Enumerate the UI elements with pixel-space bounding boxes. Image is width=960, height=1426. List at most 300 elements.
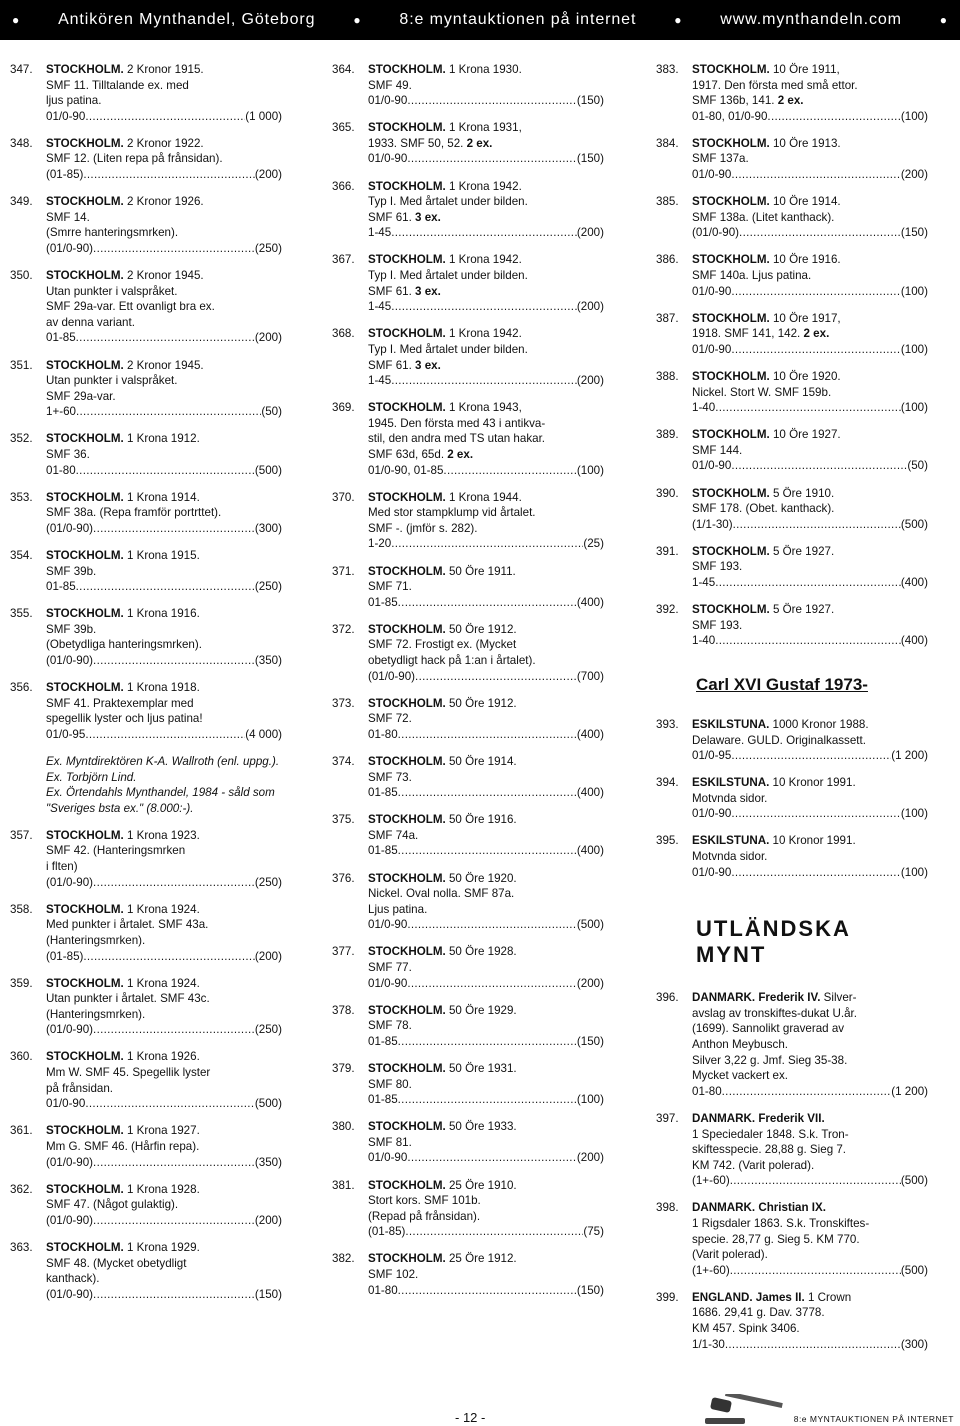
auction-title: 8:e myntauktionen på internet (399, 11, 637, 28)
lot-line (368, 358, 604, 374)
lot-text: 1933. SMF 50, 52. (368, 136, 467, 150)
lot-price-row (46, 1287, 282, 1303)
note-line: Ex. Myntdirektören K-A. Wallroth (enl. uppg.). (46, 754, 280, 768)
lot-heading: STOCKHOLM. (368, 1061, 446, 1075)
bullet-icon: ● (353, 13, 362, 27)
lot-body (46, 62, 282, 124)
lot-text: avslag av tronskiftes-dukat U.år. (692, 1006, 857, 1020)
lot-heading: STOCKHOLM. (46, 1124, 124, 1138)
lot-heading: STOCKHOLM. (46, 490, 124, 504)
lot-estimate: (200) (576, 300, 604, 314)
lot-line (692, 1053, 928, 1069)
lot-estimate: (400) (900, 634, 928, 648)
dot-leader (76, 330, 255, 346)
lot-grade: 01-80 (692, 1084, 722, 1098)
lot-body (368, 326, 604, 388)
lot-line (46, 637, 282, 653)
lot-heading: STOCKHOLM. (46, 681, 124, 695)
lot-number: 374. (332, 754, 355, 768)
lot-text: Motvnda sidor. (692, 850, 768, 864)
lot-grade: 01/0-90 (692, 865, 732, 879)
lot-heading: STOCKHOLM. (368, 1120, 446, 1134)
lot-heading: STOCKHOLM. (692, 195, 770, 209)
dot-leader (398, 843, 577, 859)
lot-number: 399. (656, 1290, 679, 1304)
lot-number: 379. (332, 1061, 355, 1075)
lot-line (368, 1003, 604, 1019)
lot-heading: STOCKHOLM. (692, 370, 770, 383)
lot-item (332, 871, 604, 933)
lot-line (46, 1271, 282, 1287)
lot-estimate: (50) (907, 459, 928, 473)
lot-text: 25 Öre 1910. (445, 1178, 517, 1192)
lot-line (692, 544, 928, 560)
lot-item (332, 1061, 604, 1108)
lot-line (368, 505, 604, 521)
lot-text: 50 Öre 1933. (445, 1120, 517, 1134)
provenance-note (46, 754, 282, 816)
lot-estimate: (200) (576, 226, 604, 240)
lot-number: 371. (332, 564, 355, 578)
lot-price-row (368, 785, 604, 801)
lot-line (368, 1178, 604, 1194)
lot-line (368, 812, 604, 828)
lot-number: 361. (10, 1124, 33, 1138)
lot-heading: ENGLAND. James II. (692, 1290, 805, 1304)
lot-line (692, 136, 928, 152)
lot-item (656, 1111, 928, 1189)
lot-body (368, 622, 604, 684)
lot-heading: STOCKHOLM. (368, 871, 446, 885)
lot-number: 364. (332, 63, 355, 76)
lot-line (46, 136, 282, 152)
lot-price-row (368, 595, 604, 611)
lot-grade: (01-85) (368, 1225, 406, 1239)
lot-body (692, 602, 928, 649)
lot-number: 380. (332, 1120, 355, 1134)
lot-line (692, 93, 928, 109)
lot-line (46, 373, 282, 389)
lot-number: 355. (10, 607, 33, 621)
lot-grade: 1-40 (692, 401, 716, 415)
lot-line (46, 859, 282, 875)
lot-text: (Repad på frånsidan). (368, 1209, 481, 1223)
lot-heading: STOCKHOLM. (368, 564, 446, 578)
lot-line (46, 828, 282, 844)
lot-item (332, 622, 604, 684)
lot-text: 2 Kronor 1915. (123, 63, 204, 76)
lot-body (46, 268, 282, 346)
lot-text: 1 Krona 1927. (123, 1124, 200, 1138)
lot-text: Med stor stampklump vid årtalet. (368, 506, 536, 520)
lot-line (368, 886, 604, 902)
lot-item (332, 400, 604, 478)
lot-text: SMF 42. (Hanteringsmrken (46, 844, 186, 858)
lot-estimate: (1 200) (891, 1084, 928, 1098)
lot-line (46, 151, 282, 167)
lot-text: obetydligt hack på 1:an i årtalet). (368, 654, 536, 667)
lot-number: 351. (10, 358, 33, 372)
lot-heading: STOCKHOLM. (46, 136, 124, 150)
lot-number: 353. (10, 490, 33, 504)
lot-text: Typ I. Med årtalet under bilden. (368, 342, 528, 356)
lot-text: SMF 72. Frostigt ex. (Mycket (368, 638, 517, 652)
lot-grade: 01/0-90 (692, 459, 732, 473)
lot-line (46, 1139, 282, 1155)
lot-body (368, 696, 604, 743)
lot-text: (Obetydliga hanteringsmrken). (46, 638, 202, 652)
lot-line (692, 210, 928, 226)
lot-line (368, 62, 604, 78)
lot-heading: 3 ex. (415, 358, 441, 372)
dot-leader (398, 727, 577, 743)
lot-number: 383. (656, 63, 679, 76)
lot-item (332, 564, 604, 611)
lot-line (368, 579, 604, 595)
lot-line (692, 1111, 928, 1127)
dot-leader (93, 1022, 255, 1038)
lot-text: 1 Krona 1944. (445, 490, 522, 504)
lot-body (692, 369, 928, 416)
lot-text: 2 Kronor 1922. (123, 136, 204, 150)
lot-number: 396. (656, 991, 679, 1005)
lot-text: 1 Krona 1914. (123, 490, 200, 504)
lot-text: Med punkter i årtalet. SMF 43a. (46, 918, 209, 932)
lot-grade: 1/1-30 (692, 1337, 725, 1351)
lot-line (368, 490, 604, 506)
lot-grade: 01-85 (368, 786, 398, 800)
lot-text: skiftesspecie. 28,88 g. Sieg 7. (692, 1143, 847, 1157)
lot-line (692, 385, 928, 401)
lot-number: 370. (332, 490, 355, 504)
lot-price-row (692, 633, 928, 649)
lot-price-row (368, 299, 604, 315)
lot-estimate: (4 000) (245, 727, 282, 741)
lot-item (10, 902, 282, 964)
lot-heading: 2 ex. (803, 327, 830, 341)
lot-text: av denna variant. (46, 315, 135, 329)
lot-body (692, 1111, 928, 1189)
lot-price-row (692, 806, 928, 822)
lot-line (368, 431, 604, 447)
lot-body (368, 871, 604, 933)
lot-line (692, 733, 928, 749)
lot-number: 363. (10, 1240, 33, 1254)
dot-leader (391, 536, 583, 552)
lot-estimate: (400) (576, 844, 604, 858)
lot-price-row (46, 109, 282, 125)
dot-leader (76, 463, 255, 479)
lot-item (656, 1290, 928, 1352)
lot-text: Delaware. GULD. Originalkassett. (692, 733, 866, 747)
lot-body (46, 548, 282, 595)
lot-line (46, 680, 282, 696)
lot-text: SMF 12. (Liten repa på frånsidan). (46, 152, 223, 166)
lot-number: 377. (332, 945, 355, 959)
lot-text: 5 Öre 1927. (769, 603, 835, 617)
lot-price-row (46, 579, 282, 595)
lot-body (368, 564, 604, 611)
lot-line (692, 1305, 928, 1321)
lot-number: 388. (656, 370, 679, 383)
lot-grade: 01/0-95 (692, 749, 732, 763)
lot-line (692, 268, 928, 284)
lot-heading: STOCKHOLM. (368, 179, 446, 193)
lot-item (10, 1049, 282, 1111)
lot-text: (Hanteringsmrken). (46, 1007, 146, 1021)
lot-item (656, 136, 928, 183)
lot-line (692, 1142, 928, 1158)
lot-line (46, 696, 282, 712)
lot-number: 350. (10, 269, 33, 283)
lot-body (46, 358, 282, 420)
lot-text: Utan punkter i valspråket. (46, 374, 178, 388)
dot-leader (731, 806, 901, 822)
footer-title: 8:e MYNTAUKTIONEN PÅ INTERNET (793, 1414, 954, 1424)
dot-leader (415, 669, 577, 685)
lot-estimate: (500) (254, 463, 282, 477)
lot-text: (Smrre hanteringsmrken). (46, 226, 179, 240)
lot-heading: STOCKHOLM. (46, 976, 124, 990)
lot-price-row (368, 727, 604, 743)
lot-text: 50 Öre 1931. (445, 1061, 517, 1075)
lot-text: (Varit polerad). (692, 1248, 768, 1262)
lot-line (368, 1077, 604, 1093)
lot-line (368, 179, 604, 195)
lot-body (692, 62, 928, 124)
lot-heading: 2 ex. (777, 94, 804, 108)
lot-grade: 01/0-90 (692, 168, 732, 182)
lot-text: SMF 36. (46, 447, 90, 461)
lot-estimate: (400) (576, 786, 604, 800)
lot-line (368, 1209, 604, 1225)
lot-body (692, 775, 928, 822)
lot-line (368, 284, 604, 300)
lot-text: KM 457. Spink 3406. (692, 1322, 800, 1336)
lot-item (656, 427, 928, 474)
lot-estimate: (150) (576, 94, 604, 108)
lot-estimate: (200) (576, 374, 604, 388)
lot-item (10, 194, 282, 256)
lot-line (692, 369, 928, 385)
lot-estimate: (50) (261, 405, 282, 419)
lot-estimate: (1 000) (245, 109, 282, 123)
lot-text: SMF 193. (692, 560, 743, 574)
lot-text: SMF 61. (368, 210, 416, 224)
lot-heading: STOCKHOLM. (46, 607, 124, 621)
lot-text: SMF 77. (368, 961, 412, 974)
dot-leader (767, 109, 901, 125)
gavel-icon (705, 1394, 787, 1426)
lot-number: 385. (656, 195, 679, 209)
dot-leader (391, 373, 577, 389)
lot-body (368, 1251, 604, 1298)
lot-text: 1 Krona 1915. (123, 548, 200, 562)
dot-leader (76, 404, 261, 420)
lot-number: 382. (332, 1252, 355, 1266)
lot-body (692, 136, 928, 183)
lot-text: (Hanteringsmrken). (46, 933, 146, 947)
lot-number: 360. (10, 1050, 33, 1064)
lot-item (332, 252, 604, 314)
lot-line (368, 871, 604, 887)
lot-body (692, 427, 928, 474)
lot-text: 1 Speciedaler 1848. S.k. Tron- (692, 1127, 849, 1141)
lot-text: SMF 39b. (46, 622, 97, 636)
lot-line (46, 284, 282, 300)
lot-heading: STOCKHOLM. (46, 828, 124, 842)
lot-line (46, 1197, 282, 1213)
lot-heading: STOCKHOLM. (692, 486, 770, 500)
lot-text: 2 Kronor 1945. (123, 269, 204, 283)
lot-heading: 2 ex. (447, 447, 474, 461)
lot-text: 1 Krona 1931, (445, 121, 522, 135)
lot-text: SMF 38a. (Repa framför portrttet). (46, 506, 222, 520)
lot-text: 2 Kronor 1926. (123, 195, 204, 209)
lot-body (46, 1240, 282, 1302)
lot-price-row (368, 373, 604, 389)
lot-number: 366. (332, 179, 355, 193)
lot-grade: 01/0-90 (46, 1097, 86, 1111)
lot-item (656, 544, 928, 591)
lot-heading: STOCKHOLM. (692, 428, 770, 442)
dot-leader (93, 1155, 255, 1171)
lot-body (46, 976, 282, 1038)
bullet-icon: ● (939, 13, 948, 27)
lot-body (46, 1182, 282, 1229)
lot-body (368, 812, 604, 859)
lot-heading: STOCKHOLM. (692, 544, 770, 558)
lot-item (332, 1251, 604, 1298)
lot-text: 1 Rigsdaler 1863. S.k. Tronskiftes- (692, 1216, 870, 1230)
lot-text: 5 Öre 1910. (769, 486, 835, 500)
lot-price-row (368, 1283, 604, 1299)
lot-text: 1 Krona 1930. (445, 63, 522, 76)
lot-text: SMF 72. (368, 712, 412, 726)
lot-text: 50 Öre 1912. (445, 696, 517, 710)
lot-price-row (368, 976, 604, 992)
lot-body (46, 828, 282, 890)
lot-estimate: (75) (583, 1225, 604, 1239)
lot-item (10, 680, 282, 742)
lot-line (368, 1119, 604, 1135)
lot-line (692, 775, 928, 791)
lot-body (692, 990, 928, 1099)
lot-text: spegellik lyster och ljus patina! (46, 712, 203, 726)
lot-text: 1945. Den första med 43 i antikva- (368, 416, 546, 430)
lot-heading: STOCKHOLM. (368, 121, 446, 135)
lot-grade: (01/0-90) (46, 1155, 94, 1169)
lot-text: Anthon Meybusch. (692, 1038, 789, 1052)
lot-line (46, 1007, 282, 1023)
lot-line (46, 1123, 282, 1139)
lot-line (692, 311, 928, 327)
lot-estimate: (100) (900, 284, 928, 298)
lot-price-row (368, 536, 604, 552)
lot-line (46, 902, 282, 918)
lot-price-row (368, 1092, 604, 1108)
lot-item (332, 62, 604, 109)
lot-number: 397. (656, 1111, 679, 1125)
dot-leader (398, 595, 577, 611)
lot-number: 368. (332, 327, 355, 341)
lot-line (692, 1232, 928, 1248)
lot-estimate: (500) (254, 1097, 282, 1111)
column-middle (332, 62, 604, 1310)
lot-line (46, 490, 282, 506)
lot-line (692, 151, 928, 167)
lot-line (46, 1240, 282, 1256)
lot-number: 391. (656, 544, 679, 558)
lot-heading: STOCKHOLM. (46, 548, 124, 562)
lot-text: 1 Krona 1924. (123, 902, 200, 916)
lot-line (368, 696, 604, 712)
lot-heading: STOCKHOLM. (368, 1252, 446, 1266)
lot-price-row (368, 1224, 604, 1240)
lot-item (10, 1182, 282, 1229)
dot-leader (407, 151, 577, 167)
lot-estimate: (25) (583, 537, 604, 551)
dot-leader (83, 949, 255, 965)
lot-price-row (46, 167, 282, 183)
lot-item (656, 990, 928, 1099)
lot-text: 10 Öre 1920. (769, 370, 841, 383)
lot-price-row (46, 404, 282, 420)
lot-estimate: (500) (900, 1263, 928, 1277)
lot-text: SMF 41. Praktexemplar med (46, 696, 194, 710)
section-heading: Carl XVI Gustaf 1973- (696, 674, 868, 694)
lot-line (46, 1182, 282, 1198)
lot-price-row (692, 1173, 928, 1189)
lot-line (368, 447, 604, 463)
lot-text: Nickel. Oval nolla. SMF 87a. (368, 887, 515, 901)
lot-text: SMF 136b, 141. (692, 94, 778, 108)
lot-text: 1917. Den första med små ettor. (692, 78, 858, 92)
lot-item (10, 606, 282, 668)
lot-heading: DANMARK. Frederik VII. (692, 1111, 825, 1125)
lot-number: 359. (10, 976, 33, 990)
lot-text: 1000 Kronor 1988. (769, 717, 869, 731)
lot-line (46, 78, 282, 94)
lot-heading: 3 ex. (415, 210, 441, 224)
lot-grade: 01-80 (368, 727, 398, 741)
lot-number: 378. (332, 1003, 355, 1017)
lot-grade: 01/0-90 (692, 342, 732, 356)
lot-line (692, 62, 928, 78)
lot-grade: 01-85 (368, 595, 398, 609)
lot-price-row (46, 1213, 282, 1229)
lot-estimate: (100) (900, 807, 928, 821)
lot-price-row (46, 875, 282, 891)
lot-price-row (46, 463, 282, 479)
dot-leader (93, 1287, 255, 1303)
lot-line (46, 548, 282, 564)
lot-price-row (368, 151, 604, 167)
lot-line (692, 602, 928, 618)
lot-body (368, 62, 604, 109)
lot-line (368, 653, 604, 669)
lot-heading: STOCKHOLM. (46, 1240, 124, 1254)
lot-number: 358. (10, 902, 33, 916)
lot-price-row (46, 330, 282, 346)
lot-line (46, 843, 282, 859)
lot-estimate: (1 200) (891, 749, 928, 763)
lot-text: SMF 71. (368, 580, 412, 594)
lot-text: 10 Öre 1927. (769, 428, 841, 442)
lot-grade: 01-80, 01/0-90 (692, 109, 768, 123)
lot-text: Mm G. SMF 46. (Hårfin repa). (46, 1139, 200, 1153)
lot-text: 1 Krona 1942. (445, 327, 522, 341)
